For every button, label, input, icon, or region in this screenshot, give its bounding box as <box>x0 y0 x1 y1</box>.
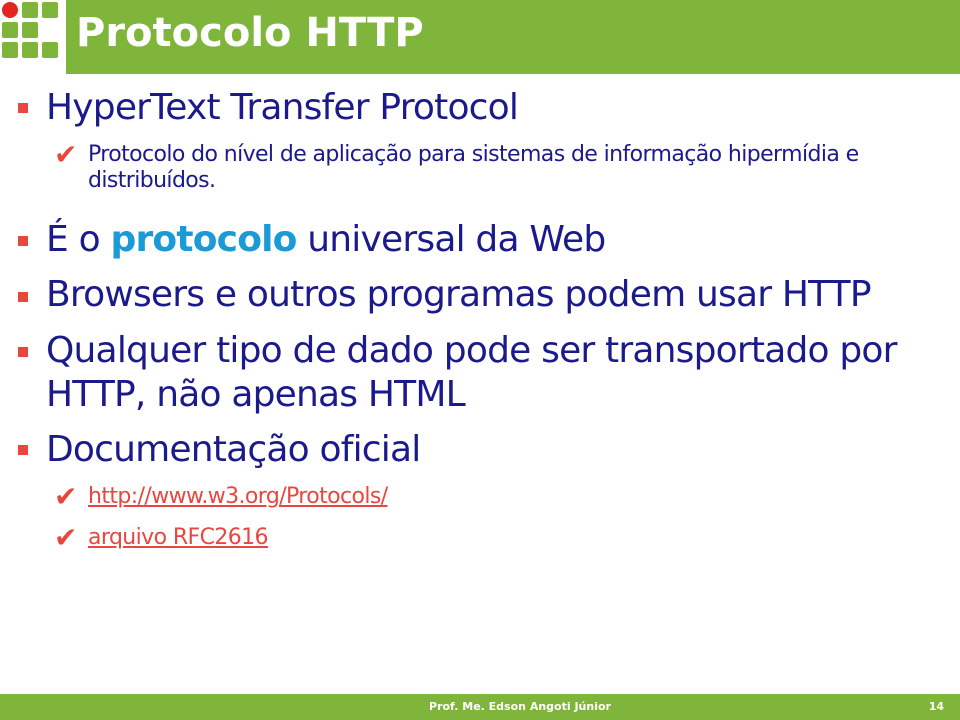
bullet-text: Qualquer tipo de dado pode ser transportado por HTTP, não apenas HTML <box>46 330 897 415</box>
logo-square <box>2 22 18 38</box>
logo-square <box>42 42 58 58</box>
page-number: 14 <box>928 700 944 713</box>
institution-logo <box>0 0 62 62</box>
checkmark-icon: ✔ <box>54 480 78 513</box>
logo-square <box>42 2 58 18</box>
checkmark-icon: ✔ <box>54 138 78 171</box>
bullet-icon <box>18 347 28 357</box>
w3-protocols-link[interactable]: http://www.w3.org/Protocols/ <box>88 484 388 509</box>
bullet-icon <box>18 445 28 455</box>
bullet-icon <box>18 103 28 113</box>
logo-square <box>22 22 38 38</box>
slide-title: Protocolo HTTP <box>76 10 424 56</box>
logo-square <box>2 42 18 58</box>
sub-bullet-link-row <box>88 484 958 510</box>
rfc2616-link[interactable]: arquivo RFC2616 <box>88 525 268 550</box>
bullet-text: HyperText Transfer Protocol <box>46 87 519 128</box>
footer-bar <box>0 694 960 720</box>
logo-red-dot <box>2 2 18 18</box>
sub-bullet-link-row <box>88 525 958 551</box>
sub-bullet-text: Protocolo do nível de aplicação para sistemas de informação hipermídia e distribuídos. <box>88 142 859 193</box>
highlighted-word: protocolo <box>110 219 297 260</box>
bullet-text-suffix: universal da Web <box>296 219 606 260</box>
bullet-text: Documentação oficial <box>46 429 421 470</box>
title-bar <box>66 0 960 74</box>
footer-author: Prof. Me. Edson Angoti Júnior <box>429 700 611 713</box>
logo-square <box>22 2 38 18</box>
bullet-icon <box>18 292 28 302</box>
bullet-icon <box>18 236 28 246</box>
bullet-text <box>46 218 946 262</box>
bullet-text: Browsers e outros programas podem usar HTTP <box>46 274 871 315</box>
logo-square <box>22 42 38 58</box>
bullet-text-prefix: É o <box>46 219 111 260</box>
checkmark-icon: ✔ <box>54 521 78 554</box>
